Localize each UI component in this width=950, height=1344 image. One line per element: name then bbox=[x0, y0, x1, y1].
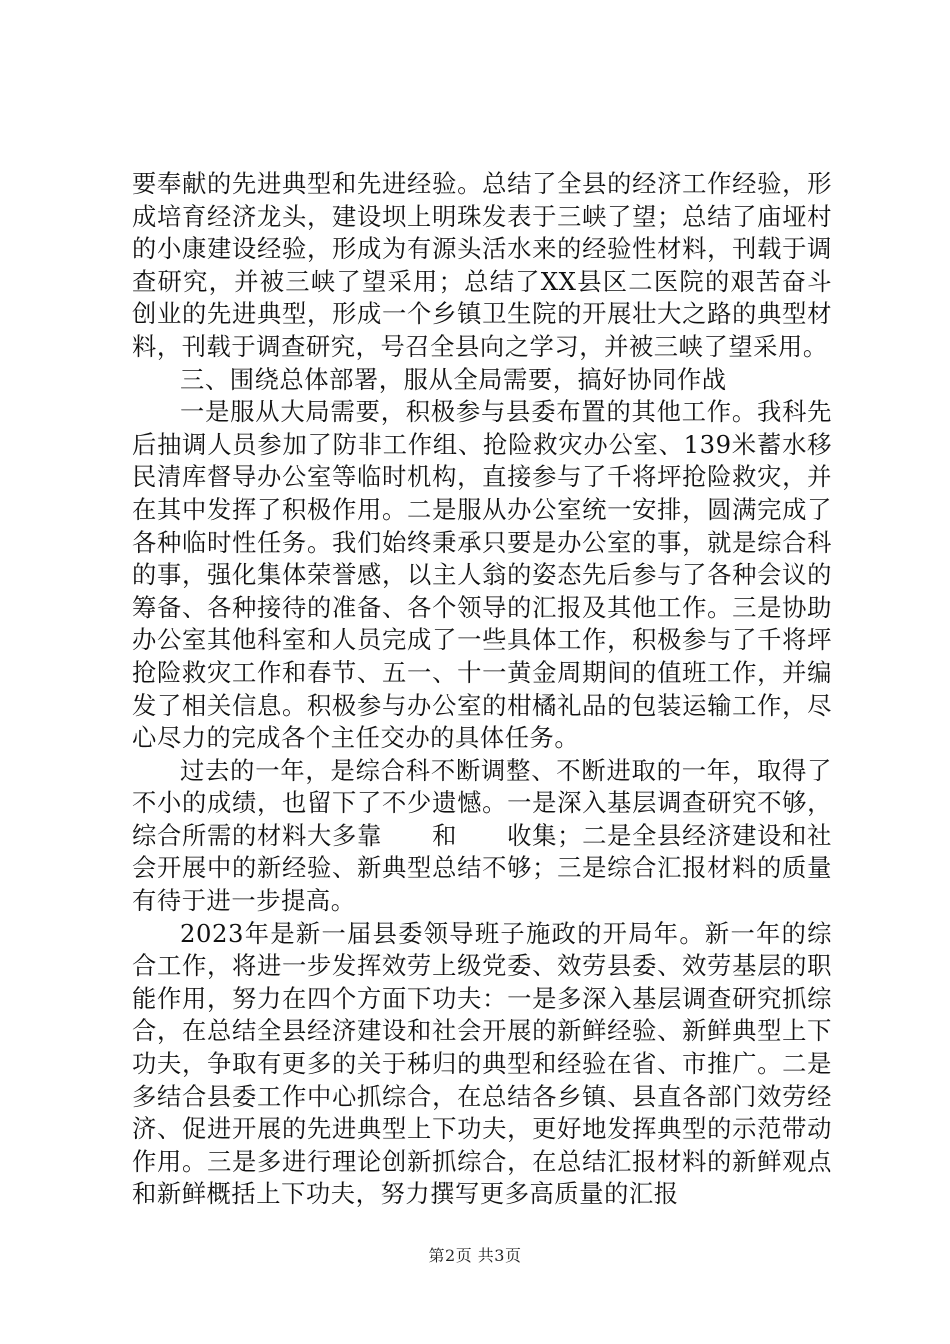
paragraph: 过去的一年，是综合科不断调整、不断进取的一年，取得了不小的成绩，也留下了不少遗憾。一是深入基层调查研究不够，综合所需的材料大多靠 和 收集；二是全县经济建设和社会开展中的新经验、新典型总结不够；三是综合汇报材料的质量有待于进一步提高。 bbox=[132, 755, 832, 916]
document-body bbox=[132, 168, 832, 1211]
paragraph: 2023年是新一届县委领导班子施政的开局年。新一年的综合工作，将进一步发挥效劳上级党委、效劳县委、效劳基层的职能作用，努力在四个方面下功夫：一是多深入基层调查研究抓综合，在总结全县经济建设和社会开展的新鲜经验、新鲜典型上下功夫，争取有更多的关于秭归的典型和经验在省、市推广。二是多结合县委工作中心抓综合，在总结各乡镇、县直各部门效劳经济、促进开展的先进典型上下功夫，更好地发挥典型的示范带动作用。三是多进行理论创新抓综合，在总结汇报材料的新鲜观点和新鲜概括上下功夫，努力撰写更多高质量的汇报 bbox=[132, 918, 832, 1209]
paragraph: 一是服从大局需要，积极参与县委布置的其他工作。我科先后抽调人员参加了防非工作组、抢险救灾办公室、139米蓄水移民清库督导办公室等临时机构，直接参与了千将坪抢险救灾，并在其中发挥了积极作用。二是服从办公室统一安排，圆满完成了各种临时性任务。我们始终秉承只要是办公室的事，就是综合科的事，强化集体荣誉感，以主人翁的姿态先后参与了各种会议的筹备、各种接待的准备、各个领导的汇报及其他工作。三是协助办公室其他科室和人员完成了一些具体工作，积极参与了千将坪抢险救灾工作和春节、五一、十一黄金周期间的值班工作，并编发了相关信息。积极参与办公室的柑橘礼品的包装运输工作，尽心尽力的完成各个主任交办的具体任务。 bbox=[132, 397, 832, 753]
page-footer: 第2页 共3页 bbox=[428, 1246, 522, 1265]
section-heading: 三、围绕总体部署，服从全局需要，搞好协同作战 bbox=[180, 364, 727, 394]
paragraph-continuation: 要奉献的先进典型和先进经验。总结了全县的经济工作经验，形成培育经济龙头，建设坝上明珠发表于三峡了望；总结了庙垭村的小康建设经验，形成为有源头活水来的经验性材料，刊载于调查研究，并被三峡了望采用；总结了XX县区二医院的艰苦奋斗创业的先进典型，形成一个乡镇卫生院的开展壮大之路的典型材料，刊载于调查研究，号召全县向之学习，并被三峡了望采用。 bbox=[132, 169, 832, 361]
